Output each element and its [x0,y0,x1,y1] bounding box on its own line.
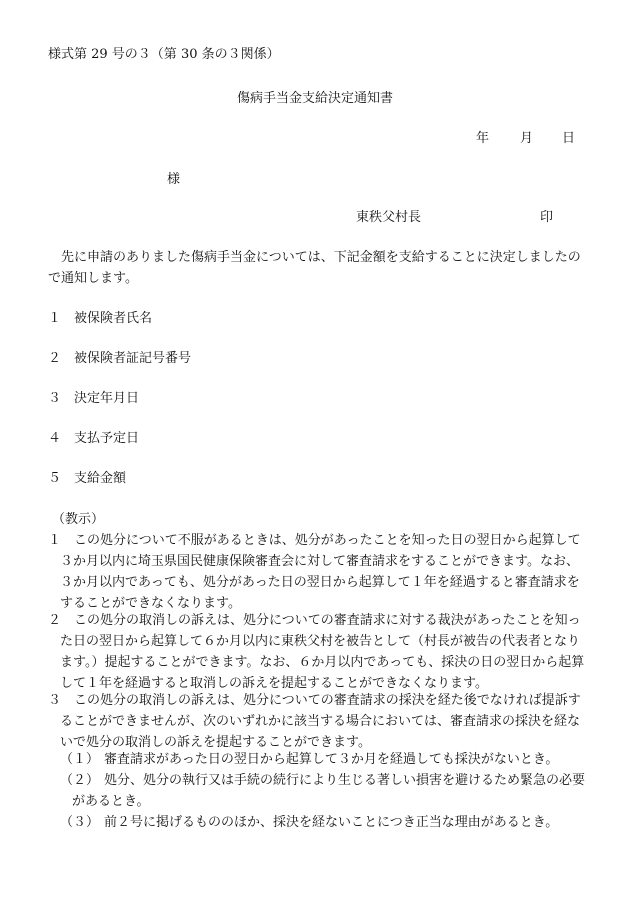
note-entry-1 [48,530,588,614]
intro-paragraph: 先に申請のありました傷病手当金については、下記金額を支給することに決定しましたので通知します。 [48,250,581,286]
issuer-name: 東秩父村長 [356,210,422,225]
note-number: ３ [48,693,62,708]
addressee-honorific: 様 [167,172,181,187]
item-insurance-card-number [48,349,191,369]
item-number: １ [48,311,62,326]
item-label: 被保険者証記号番号 [74,351,192,366]
document-title: 傷病手当金支給決定通知書 [236,91,393,106]
item-insured-name [48,309,152,329]
form-number: 様式第 29 号の３（第 30 条の３関係） [48,47,280,62]
date-month: 月 [520,131,534,146]
item-number: ４ [48,431,62,446]
note-number: １ [48,533,62,548]
note-text: この処分について不服があるときは、処分があったことを知った日の翌日から起算して３か月以内に埼玉県国民健康保険審査会に対して審査請求をすることができます。なお、３か月以内であっても、処分があった日の翌日から起算して１年を経過すると審査請求をすることができなくなります。 [60,533,581,611]
item-label: 決定年月日 [74,391,140,406]
sub-text: 処分、処分の執行又は手続の続行により生じる著しい損害を避けるため緊急の必要があるとき。 [72,773,586,809]
date-year: 年 [476,131,490,146]
sub-number: （３） [60,815,100,830]
item-number: ５ [48,471,62,486]
item-decision-date [48,389,139,409]
sub-number: （１） [60,752,100,767]
item-label: 支給金額 [74,471,127,486]
sub-text: 審査請求があった日の翌日から起算して３か月を経過しても採決がないとき。 [104,752,559,767]
note-text: この処分の取消しの訴えは、処分についての審査請求に対する裁決があったことを知った日の翌日から起算して６か月以内に東秩父村を被告として（村長が被告の代表者となります。）提起することができます。なお、６か月以内であっても、採決の日の翌日から起算して１年を経過すると取消しの訴えを提起することができなくなります。 [60,613,585,691]
sub-text: 前２号に掲げるもののほか、採決を経ないことにつき正当な理由があるとき。 [104,815,559,830]
seal-mark: 印 [540,210,554,225]
sub-entry-3 [60,812,588,833]
sub-number: （２） [60,773,100,788]
date-day: 日 [562,131,576,146]
item-payment-amount [48,469,126,489]
note-number: ２ [48,613,62,628]
date-line [476,129,575,149]
sub-entry-1 [60,749,588,770]
note-entry-3 [48,690,588,753]
item-number: ２ [48,351,62,366]
note-entry-2 [48,610,588,694]
note-text: この処分の取消しの訴えは、処分についての審査請求の採決を経た後でなければ提訴することができませんが、次のいずれかに該当する場合においては、審査請求の採決を経ないで処分の取消しの訴えを提起することができます。 [60,693,581,750]
sub-entry-2 [60,770,588,812]
item-payment-date [48,429,139,449]
item-label: 支払予定日 [74,431,140,446]
item-label: 被保険者氏名 [74,311,153,326]
item-number: ３ [48,391,62,406]
notes-heading: （教示） [52,512,105,527]
